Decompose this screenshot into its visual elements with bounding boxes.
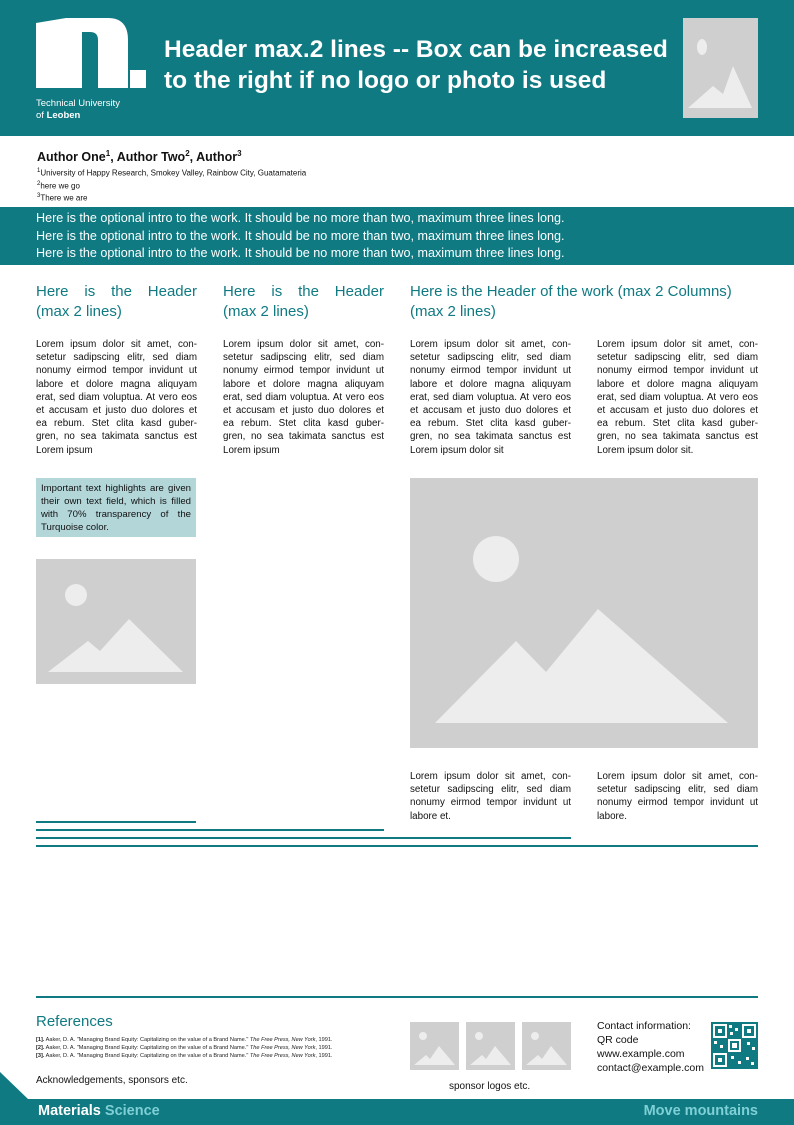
affiliation-3: $^3$There we are xyxy=(37,193,88,204)
references-title: References xyxy=(36,1013,113,1030)
footer-corner-accent xyxy=(0,1072,28,1099)
header-photo-placeholder xyxy=(683,18,758,118)
sponsor-label: sponsor logos etc. xyxy=(449,1081,531,1092)
reference-item: [2]. Aaker, D. A. "Managing Brand Equity: Capitalizing on the value of a Brand Name." The Free Press, New York, 1991. xyxy=(36,1045,333,1051)
contact-heading: Contact information: xyxy=(597,1020,691,1032)
image-placeholder-icon xyxy=(683,18,758,118)
reference-item: [1]. Aaker, D. A. "Managing Brand Equity: Capitalizing on the value of a Brand Name." The Free Press, New York, 1991. xyxy=(36,1037,333,1043)
col1-image-placeholder xyxy=(36,559,196,684)
wide-caption-left: Lorem ipsum dolor sit amet, con-setetur sadipscing elitr, sed diam nonumy eirmod tempor invidunt ut labore et. xyxy=(410,771,571,822)
divider-rule xyxy=(36,845,758,847)
contact-website-link[interactable]: www.example.com xyxy=(597,1048,685,1060)
col2-header: Here is the Header (max 2 lines) xyxy=(223,283,384,320)
qr-code-icon[interactable] xyxy=(711,1022,758,1069)
image-placeholder-icon xyxy=(36,559,196,684)
acknowledgements: Acknowledgements, sponsors etc. xyxy=(36,1075,188,1086)
contact-email-link[interactable]: contact@example.com xyxy=(597,1062,704,1074)
intro-line: Here is the optional intro to the work. It should be no more than two, maximum three lines long. xyxy=(36,228,565,243)
footer-slogan: Move mountains xyxy=(643,1103,758,1119)
affiliation-2: $^2$here we go xyxy=(37,180,80,191)
wide-body-right: Lorem ipsum dolor sit amet, con-setetur sadipscing elitr, sed diam nonumy eirmod tempor invidunt ut labore et dolore magna aliquyam erat, sed diam voluptua. At vero eos et accusam et justo duo dolores et ea rebum. Stet clita kasd guber-gren, no sea takimata sanctus est Lorem ipsum dolor sit. xyxy=(597,339,758,456)
wide-image-placeholder xyxy=(410,478,758,748)
logo-caption xyxy=(36,98,120,122)
author-names: Author One$^1$, Author Two$^2$, Author$^3$ xyxy=(37,149,242,165)
image-placeholder-icon xyxy=(522,1022,571,1070)
col1-body: Lorem ipsum dolor sit amet, con-setetur sadipscing elitr, sed diam nonumy eirmod tempor invidunt ut labore et dolore magna aliquyam erat, sed diam voluptua. At vero eos et accusam et justo duo dolores et ea rebum. Stet clita kasd guber-gren, no sea takimata sanctus est Lorem ipsum xyxy=(36,339,197,456)
intro-line: Here is the optional intro to the work. It should be no more than two, maximum three lines long. xyxy=(36,246,565,260)
affiliation-1: $^1$University of Happy Research, Smokey Valley, Rainbow City, Guatamateria xyxy=(37,168,307,178)
intro-line: Here is the optional intro to the work. It should be no more than two, maximum three lines long. xyxy=(36,211,565,225)
contact-block xyxy=(597,1019,704,1075)
highlight-box: Important text highlights are given their own text field, which is filled with 70% transparency of the Turquoise color. xyxy=(36,478,196,537)
wide-caption-right: Lorem ipsum dolor sit amet, con-setetur sadipscing elitr, sed diam nonumy eirmod tempor invidunt ut labore. xyxy=(597,771,758,822)
intro-band xyxy=(0,207,794,265)
contact-qr-label: QR code xyxy=(597,1034,639,1046)
footer-brand: Materials Science xyxy=(38,1103,160,1119)
col1-header: Here is the Header (max 2 lines) xyxy=(36,283,197,320)
sponsor-logo-placeholder xyxy=(466,1022,515,1070)
divider-rule xyxy=(36,829,384,831)
footer-divider-rule xyxy=(36,996,758,998)
wide-body-left: Lorem ipsum dolor sit amet, con-setetur sadipscing elitr, sed diam nonumy eirmod tempor invidunt ut labore et dolore magna aliquyam erat, sed diam voluptua. At vero eos et accusam et justo duo dolores et ea rebum. Stet clita kasd guber-gren, no sea takimata sanctus est Lorem ipsum dolor sit xyxy=(410,339,571,456)
divider-rule xyxy=(36,821,196,823)
poster-title: Header max.2 lines -- Box can be increased to the right if no logo or photo is used xyxy=(164,36,668,94)
logo-line-2: of Leoben xyxy=(36,110,81,121)
image-placeholder-icon xyxy=(410,1022,459,1070)
references-list xyxy=(36,1036,376,1060)
wide-header: Here is the Header of the work (max 2 Columns) (max 2 lines) xyxy=(410,283,732,320)
university-logo-icon xyxy=(36,18,146,88)
divider-rule xyxy=(36,837,571,839)
sponsor-logo-placeholder xyxy=(410,1022,459,1070)
col2-body: Lorem ipsum dolor sit amet, con-setetur sadipscing elitr, sed diam nonumy eirmod tempor invidunt ut labore et dolore magna aliquyam erat, sed diam voluptua. At vero eos et accusam et justo duo dolores et ea rebum. Stet clita kasd guber-gren, no sea takimata sanctus est Lorem ipsum xyxy=(223,339,384,456)
sponsor-logo-placeholder xyxy=(522,1022,571,1070)
author-block xyxy=(37,145,737,204)
image-placeholder-icon xyxy=(410,478,758,748)
logo-line-1: Technical University xyxy=(36,98,120,109)
qr-pattern xyxy=(711,1022,758,1069)
reference-item: [3]. Aaker, D. A. "Managing Brand Equity: Capitalizing on the value of a Brand Name." The Free Press, New York, 1991. xyxy=(36,1053,333,1059)
image-placeholder-icon xyxy=(466,1022,515,1070)
